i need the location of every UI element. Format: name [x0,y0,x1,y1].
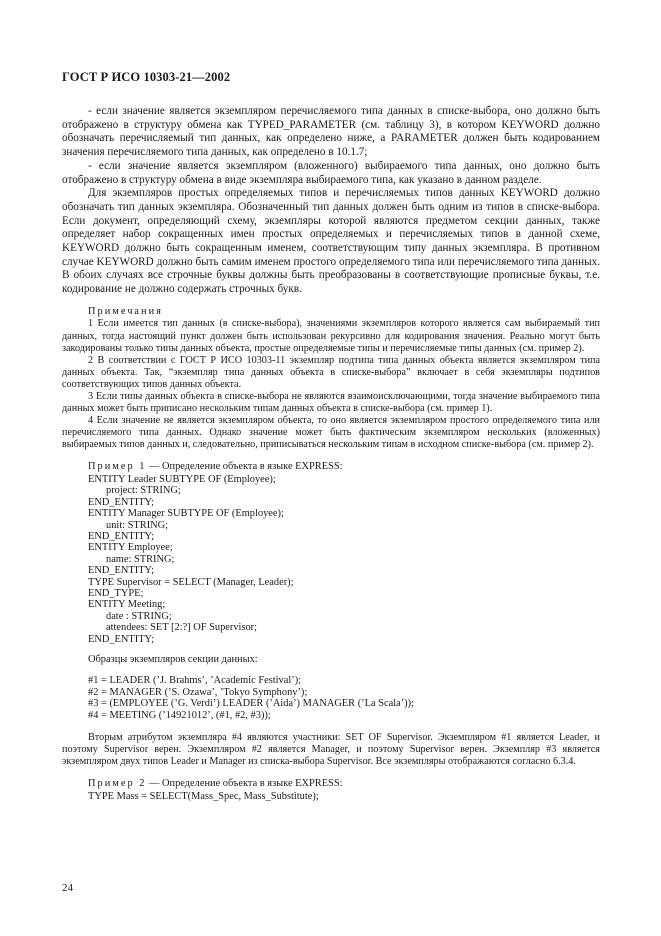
code-line: ENTITY Leader SUBTYPE OF (Employee); [88,473,276,485]
example-2-label: Пример 2 [88,778,147,790]
note-item: 3 Если типы данных объекта в списке-выбора не являются взаимоисключающими, тогда значение выбираемого типа данных может быть приписано нескольким типам данных объекта в списке-выбора (см. пример 1). [62,391,600,415]
example-1-title-text: — Определение объекта в языке EXPRESS: [146,461,343,473]
paragraph: - если значение является экземпляром перечисляемого типа данных в списке-выбора, оно должно быть отображено в структуру обмена как TYPED_PARAMETER (см. таблицу 3), в котором KEYWORD должно обозначать перечисляемый тип данных, как определено ниже, а PARAMETER должен быть кодированием значения перечисляемого типа данных, как определено в 10.1.7; [62,105,600,159]
code-line: END_ENTITY; [88,565,154,577]
sample-line: #3 = (EMPLOYEE (’G. Verdi’) LEADER (’Aida’) MANAGER (’La Scala’)); [88,698,414,710]
spacer [62,721,600,732]
note-item: 4 Если значение не является экземпляром объекта, то оно является экземпляром простого определяемого типа или перечисляемого типа данных. Однако значение может быть фактическим экземпляром нескольких (вложенных) выбираемых типов данных и, следовательно, приписываться нескольким типам в исходном списке-выбора (см. пример 2). [62,415,600,451]
document-page [62,70,600,802]
note-item: 2 В соответствии с ГОСТ Р ИСО 10303-11 экземпляр подтипа типа данных объекта является экземпляром типа данных объекта. Так, “экземпляр типа данных объекта в списке-выбора” включает в себя экземпляры подтипов соответствующих типов данных объекта. [62,354,600,390]
sample-line: #1 = LEADER (’J. Brahms’, ’Academic Festival’); [88,675,302,687]
code-line: ENTITY Meeting; [88,599,166,611]
code-line: ENTITY Employee; [88,542,173,554]
code-line: END_ENTITY; [88,530,154,542]
code-line: project: STRING; [106,485,181,497]
sample-line: #2 = MANAGER (’S. Ozawa’, ’Tokyo Symphony’); [88,686,308,698]
example-1-code [62,474,600,645]
code-line: END_TYPE; [88,587,144,599]
code-line: TYPE Supervisor = SELECT (Manager, Leader); [88,576,294,588]
example-2-title [62,778,600,790]
note-item: 1 Если имеется тип данных (в списке-выбора), значениями экземпляров которого является сам выбираемый тип данных, тогда настоящий пункт должен быть использован рекурсивно для кодирования значения. Реально могут быть закодированы только типы данных объекта, простые определяемые типы и перечисляемые типы данных (см. пример 2). [62,318,600,354]
sample-instances [62,675,600,721]
code-line: unit: STRING; [106,519,169,531]
page-number: 24 [62,882,73,894]
code-line: date : STRING; [106,610,172,622]
code-line: attendees: SET [2:?] OF Supervisor; [106,622,258,634]
code-line: TYPE Mass = SELECT(Mass_Spec, Mass_Substitute); [88,790,319,802]
code-line: END_ENTITY; [88,496,154,508]
code-line: name: STRING; [106,553,175,565]
example-1-title [62,461,600,473]
notes-title: Примечания [88,305,163,317]
sample-line: #4 = MEETING (’14921012’, (#1, #2, #3)); [88,709,271,721]
code-line: ENTITY Manager SUBTYPE OF (Employee); [88,508,284,520]
example-1-label: Пример 1 [88,461,147,473]
example-2-code [62,791,600,802]
paragraph: Для экземпляров простых определяемых типов и перечисляемых типов данных KEYWORD должно обозначать тип данных экземпляра. Обозначенный тип данных должен быть одним из типов в списке-выбора. Если документ, определяющий схему, экземпляры которой являются предметом секции данных, также определяет набор сокращенных имен простых определяемых и перечисляемых типов в данной схеме, KEYWORD должно быть сокращенным именем, соответствующим типу данных экземпляра. В противном случае KEYWORD должно быть самим именем простого определяемого типа или перечисляемого типа данных. В обоих случаях все строчные буквы должны быть преобразованы в соответствующие прописные буквы, т.е. кодирование не должно содержать строчных букв. [62,187,600,296]
example-2-title-text: — Определение объекта в языке EXPRESS: [146,778,343,790]
samples-title: Образцы экземпляров секции данных: [88,653,258,665]
paragraph: - если значение является экземпляром (вложенного) выбираемого типа данных, оно должно быть отображено в структуру обмена в виде экземпляра выбираемого типа, как указано в данном разделе. [62,159,600,186]
example-1-explanation: Вторым атрибутом экземпляра #4 являются участники: SET OF Supervisor. Экземпляром #1 является Leader, и поэтому Supervisor верен. Экземпляром #2 является Manager, и поэтому Supervisor верен. Экземпляр #3 является экземпляром двух типов Leader и Manager из списка-выбора Supervisor. Все экземпляры отображаются согласно 6.3.4. [62,732,600,768]
document-header: ГОСТ Р ИСО 10303-21—2002 [62,70,231,84]
code-line: END_ENTITY; [88,633,154,645]
